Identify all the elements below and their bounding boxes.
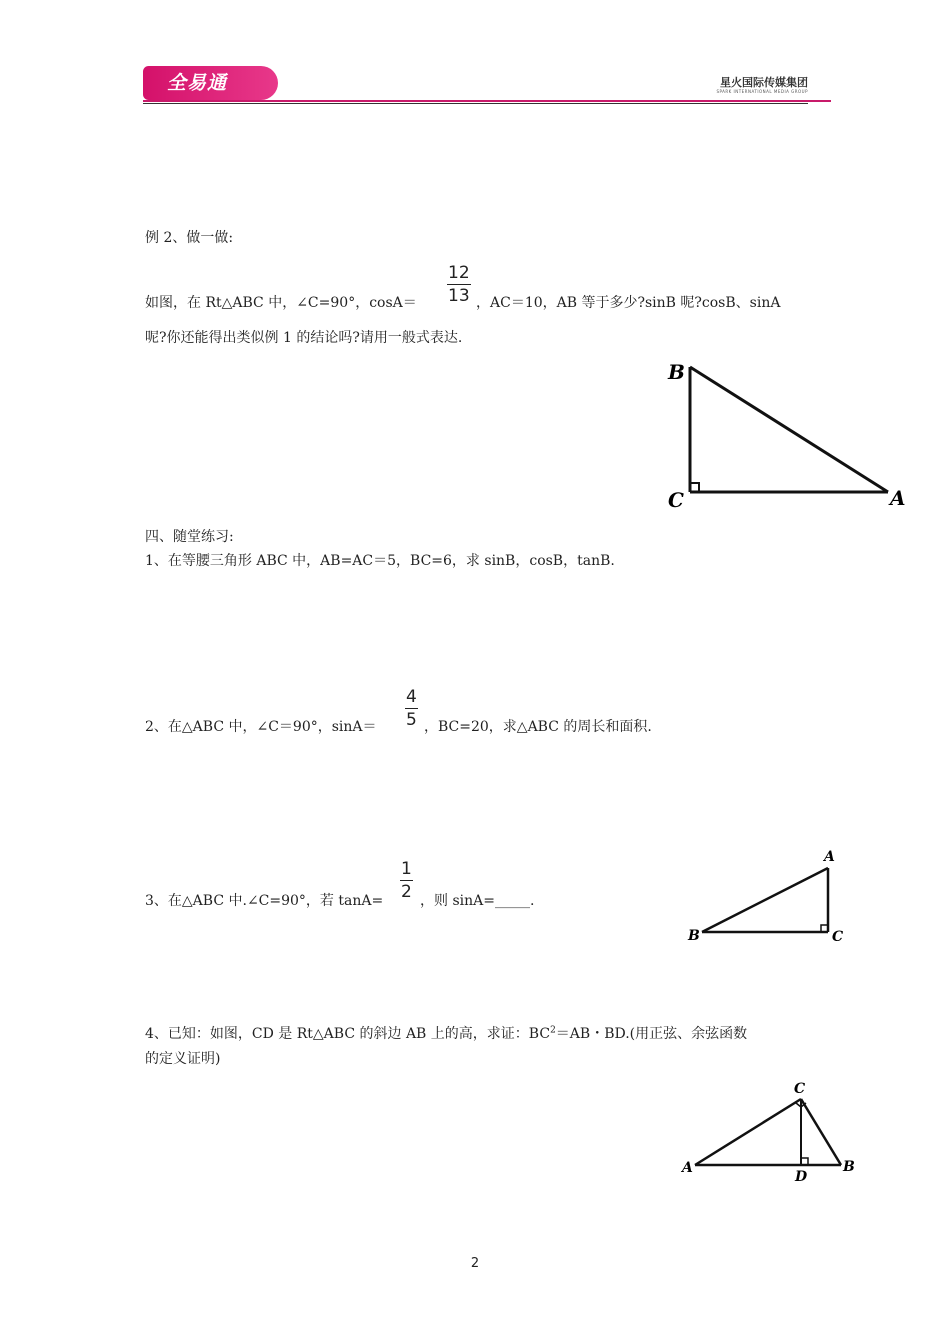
fraction-denominator: 5 [406,710,417,730]
fraction-denominator: 2 [401,882,412,902]
fig3-label-c: C [832,929,844,945]
fig3-label-b: B [688,928,700,944]
question-2-part1: 2、在△ABC 中，∠C＝90°，sinA＝ [145,719,377,735]
fig4-label-c: C [794,1081,806,1097]
fraction-numerator: 1 [401,859,412,879]
example2-line1-part2: ，AC＝10，AB 等于多少?sinB 呢?cosB、sinA [476,295,781,311]
fraction-denominator: 13 [448,286,470,306]
fig4-side-cb [801,1099,841,1165]
fig4-side-ac [695,1099,801,1165]
example2-title: 例 2、做一做: [145,230,234,246]
practice-title: 四、随堂练习: [145,529,234,545]
header-rule-thin [143,103,808,104]
triangle-figure-4 [675,1078,865,1188]
header-rule [143,100,831,102]
fig4-label-d: D [795,1169,808,1185]
fig1-side-ab [690,367,888,492]
fig3-side-ba [702,868,828,932]
fig1-label-b: B [668,360,685,384]
fraction-numerator: 4 [406,687,417,707]
fig1-label-a: A [890,486,906,510]
brand-subtitle: SPARK INTERNATIONAL MEDIA GROUP [716,89,808,94]
question-4-line1 [145,1024,747,1044]
question-1: 1、在等腰三角形 ABC 中，AB=AC＝5，BC=6，求 sinB，cosB，tanB. [145,553,615,569]
logo: 全易通 [143,66,278,100]
fig4-label-b: B [843,1159,855,1175]
fraction-numerator: 12 [448,263,470,283]
fig3-label-a: A [824,849,835,865]
question-4-part1: 4、已知：如图，CD 是 Rt△ABC 的斜边 AB 上的高，求证：BC [145,1026,551,1042]
fig1-label-c: C [668,488,684,512]
question-4-part2: ＝AB・BD.(用正弦、余弦函数 [555,1026,748,1042]
question-4-line2: 的定义证明) [145,1051,221,1067]
fraction-cosA [447,262,471,307]
question-3-part1: 3、在△ABC 中.∠C=90°，若 tanA= [145,893,384,909]
fig4-label-a: A [682,1160,693,1176]
fraction-sinA [405,686,418,731]
fraction-tanA [400,858,413,903]
triangle-figure-1 [660,355,910,515]
question-2-part2: ，BC=20，求△ABC 的周长和面积. [424,719,652,735]
triangle-figure-3 [680,845,860,950]
brand-name: 星火国际传媒集团 [720,76,808,89]
page-number: 2 [470,1256,480,1271]
question-4-superscript: 2 [550,1025,556,1036]
example2-line1-part1: 如图，在 Rt△ABC 中，∠C=90°，cosA＝ [145,295,417,311]
question-3-part2: ，则 sinA=_____. [420,893,535,909]
example2-line2: 呢?你还能得出类似例 1 的结论吗?请用一般式表达. [145,330,463,346]
